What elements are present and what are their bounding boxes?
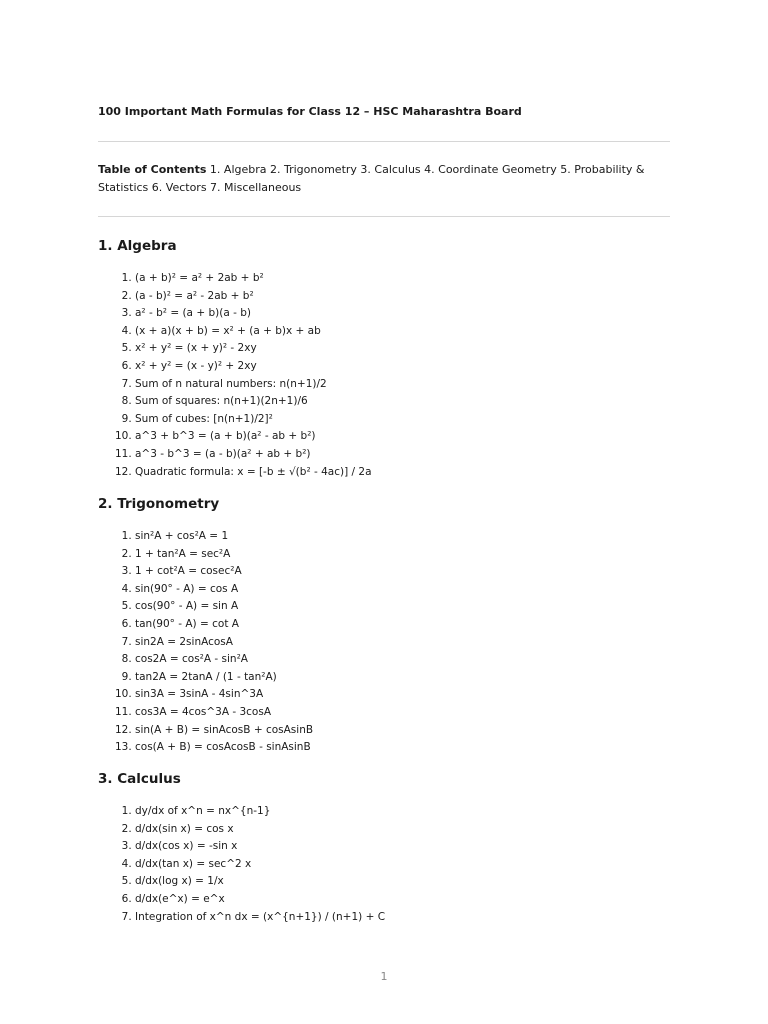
formula-item: 1. sin²A + cos²A = 1	[135, 528, 670, 546]
formula-item: 7. Sum of n natural numbers: n(n+1)/2	[135, 376, 670, 394]
section-algebra	[98, 237, 670, 481]
formula-item: 10. a^3 + b^3 = (a + b)(a² - ab + b²)	[135, 428, 670, 446]
toc-heading: Table of Contents	[98, 163, 207, 176]
formula-item: 9. tan2A = 2tanA / (1 - tan²A)	[135, 669, 670, 687]
divider-top	[98, 141, 670, 142]
page-number: 1	[380, 970, 388, 983]
formula-item: 7. sin2A = 2sinAcosA	[135, 634, 670, 652]
formula-item: 8. Sum of squares: n(n+1)(2n+1)/6	[135, 393, 670, 411]
document-title: 100 Important Math Formulas for Class 12 – HSC Maharashtra Board	[98, 105, 522, 118]
formula-item: 1. (a + b)² = a² + 2ab + b²	[135, 270, 670, 288]
formula-item: 3. d/dx(cos x) = -sin x	[135, 838, 670, 856]
formula-list	[98, 803, 670, 926]
section-heading: 2. Trigonometry	[98, 496, 220, 512]
formula-item: 9. Sum of cubes: [n(n+1)/2]²	[135, 411, 670, 429]
formula-item: 2. 1 + tan²A = sec²A	[135, 546, 670, 564]
formula-item: 4. d/dx(tan x) = sec^2 x	[135, 856, 670, 874]
formula-item: 6. d/dx(e^x) = e^x	[135, 891, 670, 909]
formula-item: 10. sin3A = 3sinA - 4sin^3A	[135, 686, 670, 704]
formula-list	[98, 528, 670, 757]
section-trigonometry	[98, 495, 670, 757]
formula-item: 5. d/dx(log x) = 1/x	[135, 873, 670, 891]
section-calculus	[98, 770, 670, 926]
table-of-contents	[98, 161, 670, 197]
formula-item: 4. sin(90° - A) = cos A	[135, 581, 670, 599]
formula-item: 6. x² + y² = (x - y)² + 2xy	[135, 358, 670, 376]
formula-item: 5. x² + y² = (x + y)² - 2xy	[135, 340, 670, 358]
formula-item: 3. 1 + cot²A = cosec²A	[135, 563, 670, 581]
formula-item: 4. (x + a)(x + b) = x² + (a + b)x + ab	[135, 323, 670, 341]
section-heading: 3. Calculus	[98, 771, 181, 787]
formula-item: 11. cos3A = 4cos^3A - 3cosA	[135, 704, 670, 722]
formula-item: 7. Integration of x^n dx = (x^{n+1}) / (n+1) + C	[135, 909, 670, 927]
formula-item: 13. cos(A + B) = cosAcosB - sinAsinB	[135, 739, 670, 757]
section-heading: 1. Algebra	[98, 238, 177, 254]
formula-item: 2. (a - b)² = a² - 2ab + b²	[135, 288, 670, 306]
formula-item: 8. cos2A = cos²A - sin²A	[135, 651, 670, 669]
formula-item: 3. a² - b² = (a + b)(a - b)	[135, 305, 670, 323]
formula-item: 6. tan(90° - A) = cot A	[135, 616, 670, 634]
formula-item: 12. sin(A + B) = sinAcosB + cosAsinB	[135, 722, 670, 740]
formula-item: 12. Quadratic formula: x = [-b ± √(b² - 4ac)] / 2a	[135, 464, 670, 482]
formula-item: 5. cos(90° - A) = sin A	[135, 598, 670, 616]
toc-entries: 1. Algebra 2. Trigonometry 3. Calculus 4. Coordinate Geometry 5. Probability & Statistics 6. Vectors 7. Miscellaneous	[98, 163, 645, 194]
divider-toc	[98, 216, 670, 217]
formula-list	[98, 270, 670, 481]
formula-item: 11. a^3 - b^3 = (a - b)(a² + ab + b²)	[135, 446, 670, 464]
formula-item: 2. d/dx(sin x) = cos x	[135, 821, 670, 839]
formula-item: 1. dy/dx of x^n = nx^{n-1}	[135, 803, 670, 821]
